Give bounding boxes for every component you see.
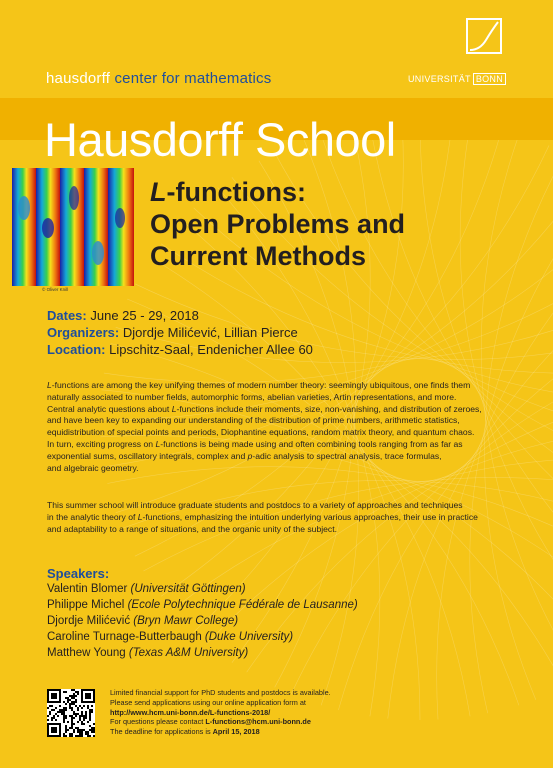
speaker-name: Caroline Turnage-Butterbaugh [47, 631, 202, 643]
university-city: BONN [473, 73, 506, 85]
organizers-value: Djordje Milićević, Lillian Pierce [122, 325, 298, 340]
deadline-prefix: The deadline for applications is [110, 727, 213, 737]
contact-prefix: For questions please contact [110, 717, 206, 727]
abstract-paragraph-1 [47, 380, 529, 474]
location-label: Location: [47, 342, 106, 357]
university-logo-mark [466, 18, 502, 54]
abstract-text: equidistribution of special points and periods, Diophantine equations, random matrix theory, and quantum chaos. [47, 427, 475, 438]
speaker-item [47, 645, 358, 661]
abstract-text: This summer school will introduce graduate students and postdocs to a variety of approaches and techniques [47, 500, 463, 510]
speakers-heading: Speakers: [47, 566, 110, 581]
abstract-text: naturally associated to number fields, automorphic forms, abelian varieties, Artin representations, and more. [47, 391, 457, 402]
zeta-visualization-graphic [12, 168, 134, 286]
abstract-italic: L [47, 380, 52, 390]
decorative-curve-line [420, 120, 553, 620]
event-info [47, 307, 313, 358]
event-title [150, 176, 405, 272]
abstract-text: and have been key to expanding our understanding of the distribution of prime numbers, arithmetic statistics, [47, 415, 460, 426]
school-title: Hausdorff School [44, 113, 396, 166]
support-line: Limited financial support for PhD students and postdocs is available. [110, 688, 331, 697]
abstract-text: -functions, emphasizing the intuition underlying various approaches, their use in practice [142, 511, 478, 522]
location-value: Lipschitz-Saal, Endenicher Allee 60 [109, 342, 313, 357]
abstract-line [47, 380, 470, 390]
speaker-affiliation: (Universität Göttingen) [130, 583, 246, 595]
abstract-line [47, 463, 139, 473]
event-title-line-1: -functions: [166, 177, 306, 207]
abstract-text: Central analytic questions about [47, 403, 172, 414]
dates-value: June 25 - 29, 2018 [90, 308, 199, 323]
apply-line: Please send applications using our online application form at [110, 697, 306, 707]
abstract-text: in the analytic theory of [47, 511, 138, 522]
logo-curve-icon [468, 20, 500, 52]
abstract-line [47, 392, 456, 402]
speaker-item [47, 581, 358, 597]
event-title-italic: L [150, 177, 167, 207]
image-credit: © Oliver Knill [42, 287, 69, 292]
speaker-name: Philippe Michel [47, 599, 125, 611]
speaker-name: Valentin Blomer [47, 583, 128, 595]
speakers-list [47, 581, 358, 661]
abstract-text: -functions include their moments, size, non-vanishing, and distribution of zeroes, [176, 403, 482, 414]
visualization-image [12, 168, 134, 286]
abstract-line [47, 415, 460, 425]
abstract-line [47, 524, 337, 534]
abstract-paragraph-2 [47, 500, 529, 535]
university-name [408, 74, 506, 84]
event-title-line-2: Open Problems and [150, 209, 406, 239]
abstract-text: exponential sums, oscillatory integrals, complex and [47, 450, 248, 461]
speaker-affiliation: (Duke University) [204, 631, 294, 643]
qr-code-icon [47, 689, 95, 737]
application-url-link[interactable]: http://www.hcm.uni-bonn.de/L-functions-2018/ [110, 707, 271, 717]
abstract-line [47, 404, 482, 414]
speaker-name: Matthew Young [47, 647, 126, 659]
abstract-line [47, 427, 474, 437]
speaker-affiliation: (Ecole Polytechnique Fédérale de Lausanne) [127, 599, 358, 611]
abstract-text: -functions is being made using and often combining tools ranging from as far as [160, 438, 463, 449]
abstract-line [47, 512, 478, 522]
hcm-logo-word-1: hausdorff [46, 70, 111, 87]
speaker-item [47, 597, 358, 613]
qr-code[interactable] [47, 689, 95, 737]
deadline-date: April 15, 2018 [212, 727, 260, 737]
abstract-text: -adic analysis to spectral analysis, trace formulas, [252, 450, 442, 461]
hcm-logo [46, 70, 271, 87]
university-word: UNIVERSITÄT [408, 74, 471, 84]
speaker-affiliation: (Bryn Mawr College) [133, 615, 239, 627]
event-title-line-3: Current Methods [150, 241, 366, 271]
abstract-line [47, 451, 442, 461]
abstract-italic: p [247, 450, 253, 461]
organizers-row [47, 324, 313, 341]
organizers-label: Organizers: [47, 325, 120, 340]
abstract-italic: L [155, 438, 161, 449]
speaker-name: Djordje Milićević [47, 615, 131, 627]
abstract-line [47, 500, 463, 510]
contact-email-link[interactable]: L-functions@hcm.uni-bonn.de [205, 717, 311, 727]
abstract-text: and adaptability to a range of situations, and the organic unity of the subject. [47, 523, 337, 534]
speaker-item [47, 629, 358, 645]
abstract-text: In turn, exciting progress on [47, 438, 156, 449]
application-info [110, 688, 331, 737]
hcm-logo-word-2: center for mathematics [114, 70, 272, 87]
abstract-text: and algebraic geometry. [47, 462, 139, 473]
location-row [47, 341, 313, 358]
speaker-affiliation: (Texas A&M University) [128, 647, 249, 659]
speaker-item [47, 613, 358, 629]
abstract-line [47, 439, 463, 449]
dates-row [47, 307, 313, 324]
dates-label: Dates: [47, 308, 87, 323]
abstract-italic: L [137, 511, 143, 522]
abstract-italic: L [171, 403, 177, 414]
university-logo [400, 18, 512, 88]
abstract-text: -functions are among the key unifying themes of modern number theory: seemingly ubiquitous, one finds them [51, 380, 471, 390]
